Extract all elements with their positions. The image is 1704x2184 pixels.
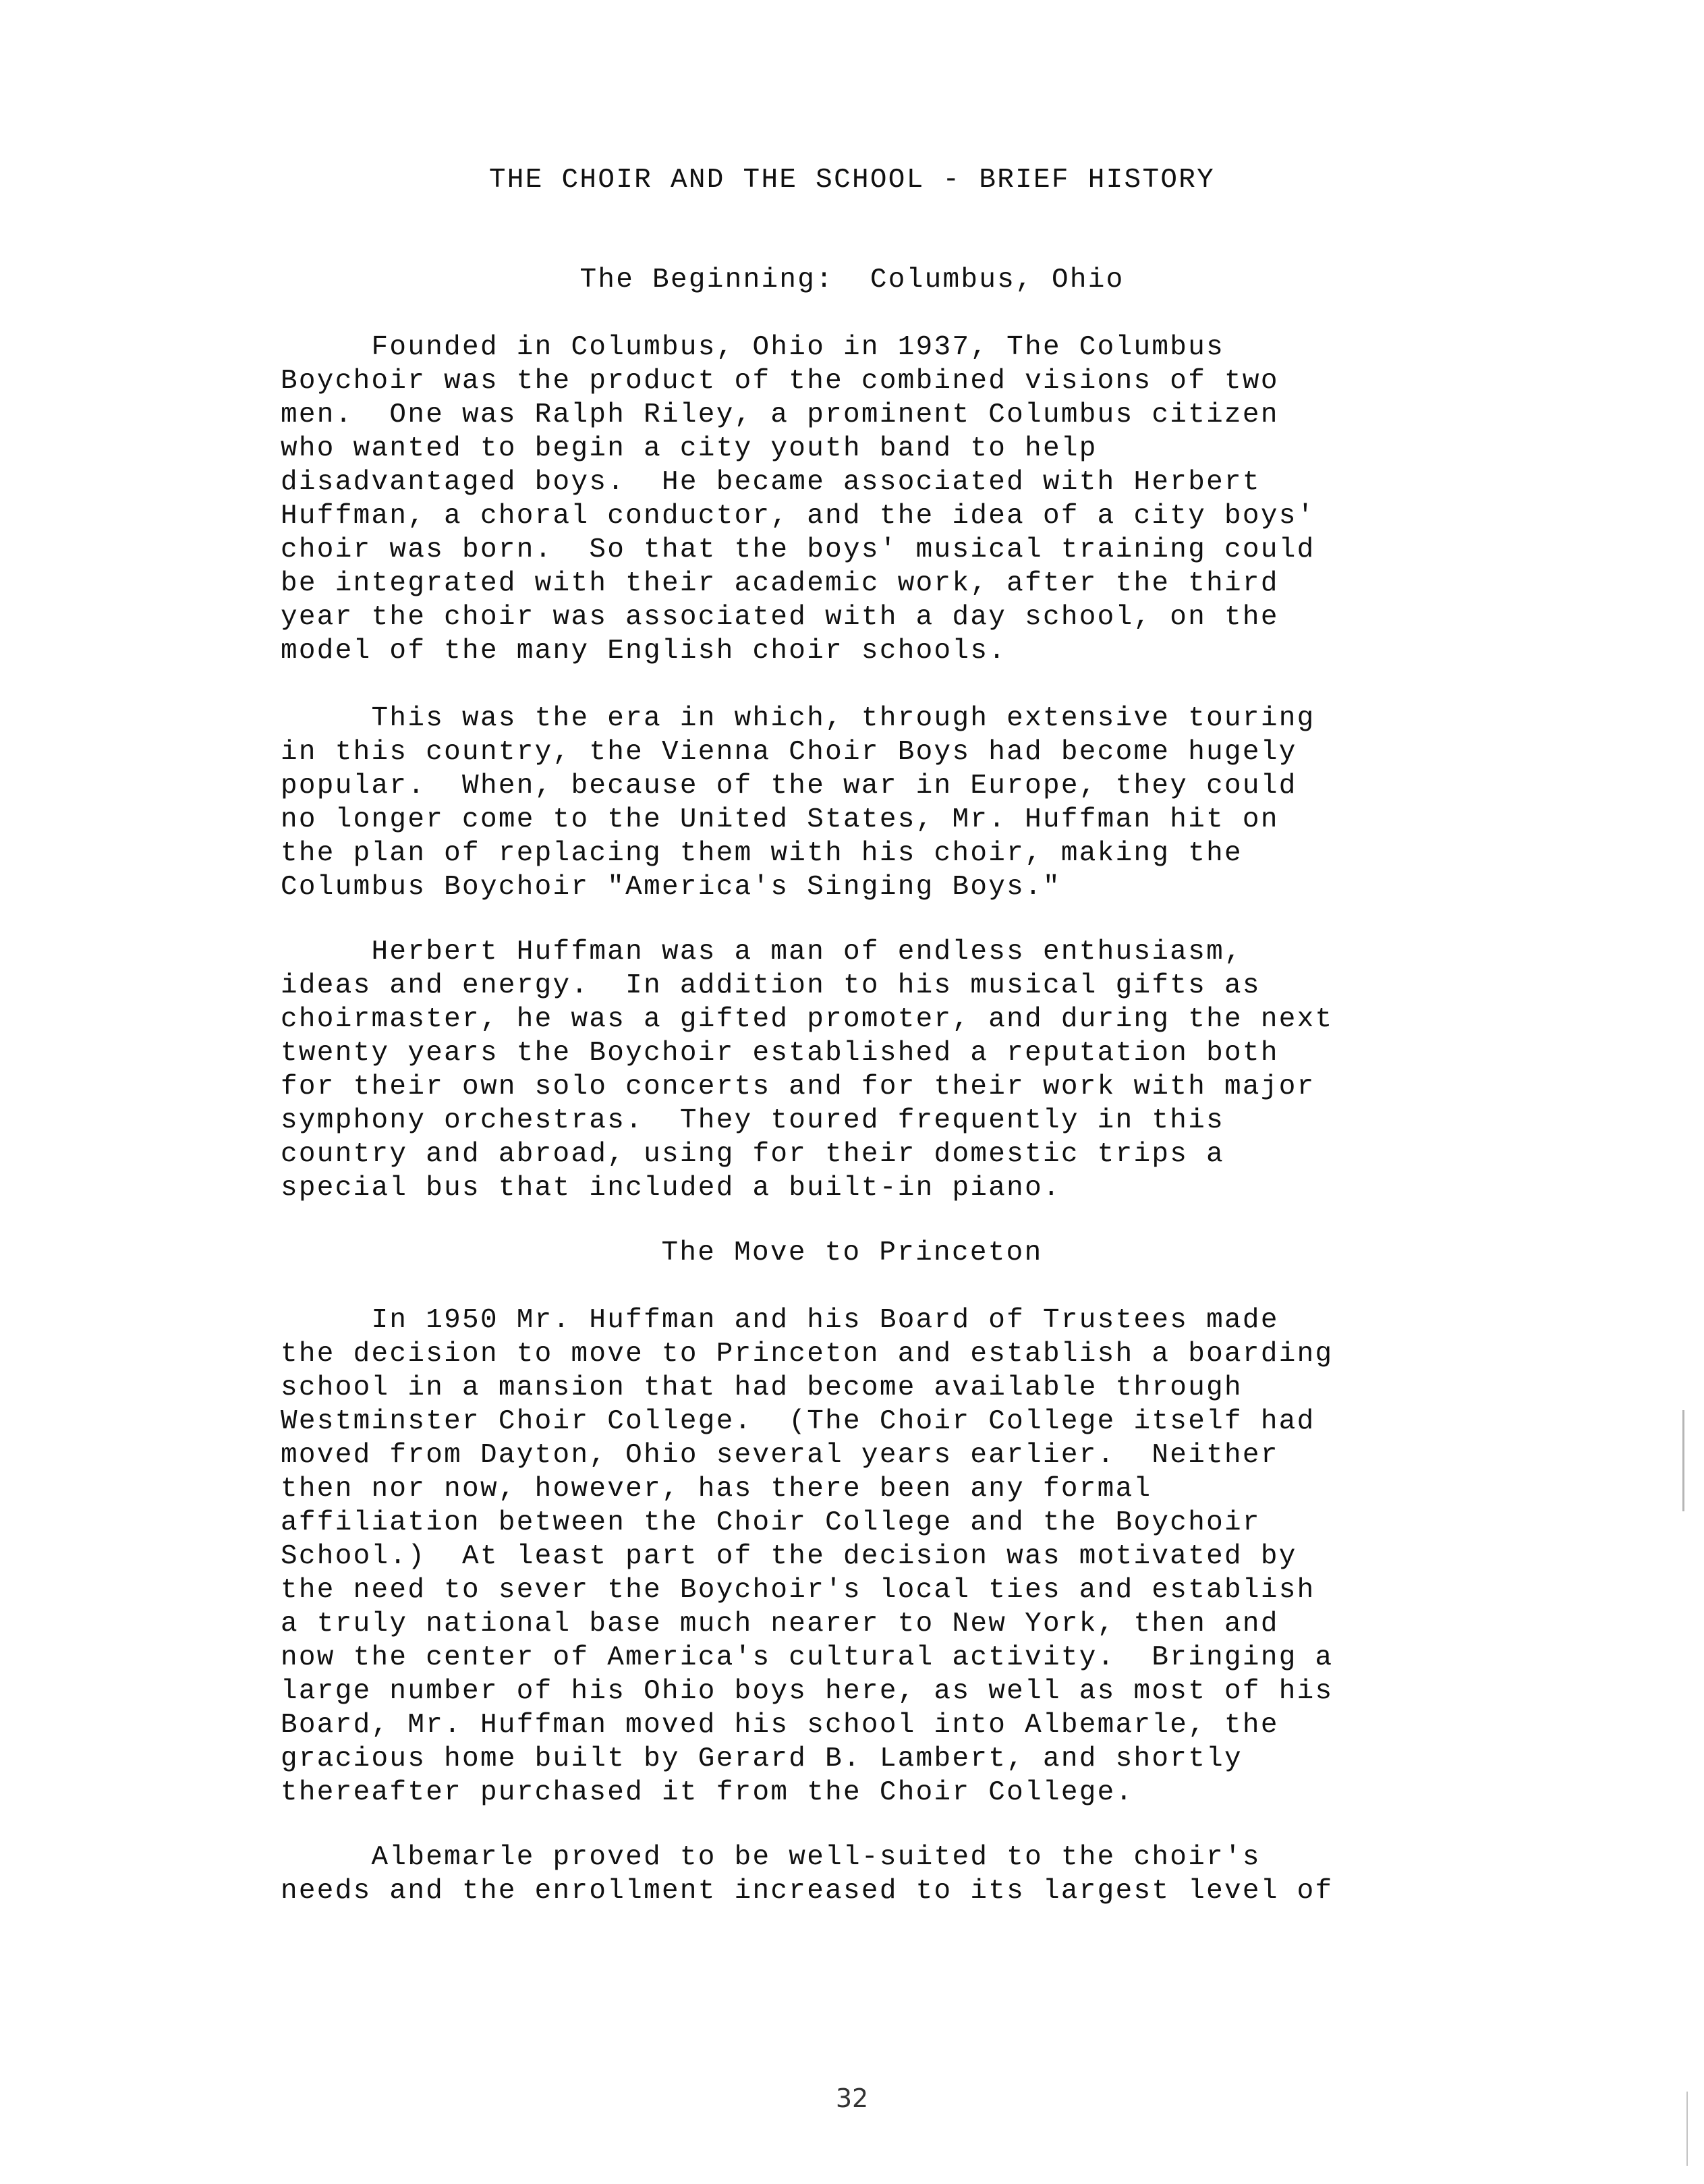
- section-heading-princeton: The Move to Princeton: [661, 1237, 1043, 1268]
- paragraph-albemarle: Albemarle proved to be well-suited to the choir's needs and the enrollment increased to its largest level of: [281, 1842, 1334, 1907]
- paragraph-vienna-choir: This was the era in which, through extensive touring in this country, the Vienna Choir Boys had become hugely popular. When, because of the war in Europe, they could no longer come to the United States, Mr. Huffman hit on the plan of replacing them with his choir, making the Columbus Boychoir "America's Singing Boys.": [281, 703, 1315, 903]
- page-number: 32: [835, 2083, 869, 2113]
- section-heading-beginning: The Beginning: Columbus, Ohio: [579, 264, 1125, 296]
- scan-edge-mark: [1686, 2092, 1688, 2166]
- paragraph-move-1950: In 1950 Mr. Huffman and his Board of Trustees made the decision to move to Princeton and establish a boarding school in a mansion that had become available through Westminster Choir College. (The Choir College itself had moved from Dayton, Ohio several years earlier. Neither then nor now, however, has there been any formal affiliation between the Choir College and the Boychoir School.) At least part of the decision was motivated by the need to sever the Boychoir's local ties and establish a truly national base much nearer to New York, then and now the center of America's cultural activity. Bringing a large number of his Ohio boys here, as well as most of his Board, Mr. Huffman moved his school into Albemarle, the gracious home built by Gerard B. Lambert, and shortly thereafter purchased it from the Choir College.: [281, 1305, 1334, 1808]
- document-title: THE CHOIR AND THE SCHOOL - BRIEF HISTORY: [488, 165, 1216, 196]
- paragraph-herbert-huffman: Herbert Huffman was a man of endless enthusiasm, ideas and energy. In addition to his musical gifts as choirmaster, he was a gifted promoter, and during the next twenty years the Boychoir established a reputation both for their own solo concerts and for their work with major symphony orchestras. They toured frequently in this country and abroad, using for their domestic trips a special bus that included a built-in piano.: [281, 936, 1334, 1204]
- paragraph-founding: Founded in Columbus, Ohio in 1937, The Columbus Boychoir was the product of the combined visions of two men. One was Ralph Riley, a prominent Columbus citizen who wanted to begin a city youth band to help disadvantaged boys. He became associated with Herbert Huffman, a choral conductor, and the idea of a city boys' choir was born. So that the boys' musical training could be integrated with their academic work, after the third year the choir was associated with a day school, on the model of the many English choir schools.: [281, 332, 1315, 667]
- scan-edge-mark: [1682, 1410, 1684, 1511]
